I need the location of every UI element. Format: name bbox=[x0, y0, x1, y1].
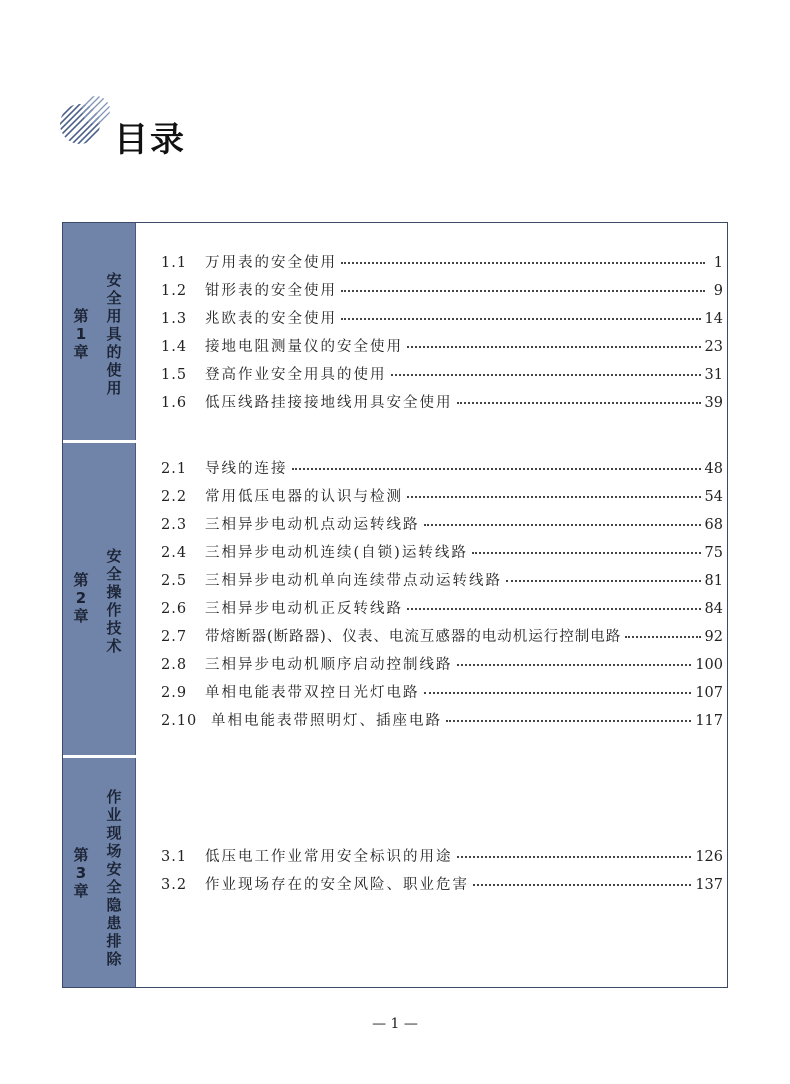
entry-number: 1.1 bbox=[161, 255, 188, 271]
entry-number: 2.5 bbox=[161, 573, 188, 589]
leader-dots bbox=[424, 524, 701, 526]
entry-title: 三相异步电动机点动运转线路 bbox=[205, 517, 420, 533]
entry-number: 2.3 bbox=[161, 517, 188, 533]
entry-page: 137 bbox=[695, 877, 723, 893]
entry-number: 1.2 bbox=[161, 283, 188, 299]
entry-page: 54 bbox=[704, 489, 723, 505]
toc-entry[interactable] bbox=[161, 514, 723, 536]
toc-entry[interactable] bbox=[161, 392, 723, 414]
entry-number: 2.2 bbox=[161, 489, 188, 505]
chapter-1-number: 第1章 bbox=[73, 307, 89, 361]
toc-entry[interactable] bbox=[161, 874, 723, 896]
chapter-1-title: 安全用具的使用 bbox=[106, 271, 122, 397]
entry-number: 1.4 bbox=[161, 339, 188, 355]
toc-entry[interactable] bbox=[161, 364, 723, 386]
entry-title: 单相电能表带照明灯、插座电路 bbox=[211, 713, 442, 729]
leader-dots bbox=[506, 580, 701, 582]
leader-dots bbox=[472, 552, 701, 554]
leader-dots bbox=[391, 374, 701, 376]
toc-frame bbox=[62, 222, 728, 988]
striped-circle-logo-icon bbox=[58, 92, 114, 148]
toc-entry[interactable] bbox=[161, 682, 723, 704]
entry-page: 81 bbox=[704, 573, 723, 589]
entry-number: 2.8 bbox=[161, 657, 188, 673]
toc-entry[interactable] bbox=[161, 252, 723, 274]
entry-page: 92 bbox=[704, 629, 723, 645]
leader-dots bbox=[407, 608, 701, 610]
entry-number: 1.6 bbox=[161, 395, 188, 411]
page-number: — 1 — bbox=[372, 1016, 418, 1032]
entry-page: 9 bbox=[713, 283, 723, 299]
toc-entry[interactable] bbox=[161, 486, 723, 508]
leader-dots bbox=[446, 720, 691, 722]
leader-dots bbox=[625, 636, 700, 638]
entry-title: 兆欧表的安全使用 bbox=[205, 311, 337, 327]
entry-page: 31 bbox=[704, 367, 723, 383]
chapter-3-number: 第3章 bbox=[73, 846, 89, 900]
leader-dots bbox=[424, 692, 692, 694]
entry-title: 导线的连接 bbox=[205, 461, 288, 477]
chapter-1-band bbox=[63, 223, 136, 441]
toc-entry[interactable] bbox=[161, 710, 723, 732]
leader-dots bbox=[341, 262, 705, 264]
leader-dots bbox=[407, 346, 701, 348]
entry-number: 2.1 bbox=[161, 461, 188, 477]
entry-page: 68 bbox=[704, 517, 723, 533]
entry-title: 带熔断器(断路器)、仪表、电流互感器的电动机运行控制电路 bbox=[205, 629, 622, 645]
page-title: 目录 bbox=[114, 120, 186, 160]
chapter-2-number: 第2章 bbox=[73, 571, 89, 625]
toc-entry[interactable] bbox=[161, 626, 723, 648]
chapter-3-band bbox=[63, 758, 136, 987]
entry-number: 1.5 bbox=[161, 367, 188, 383]
entry-page: 23 bbox=[704, 339, 723, 355]
chapter-3-title: 作业现场安全隐患排除 bbox=[106, 788, 122, 968]
toc-entry[interactable] bbox=[161, 570, 723, 592]
entry-number: 2.4 bbox=[161, 545, 188, 561]
entry-title: 三相异步电动机单向连续带点动运转线路 bbox=[205, 573, 502, 589]
toc-entry[interactable] bbox=[161, 336, 723, 358]
entry-title: 三相异步电动机顺序启动控制线路 bbox=[205, 657, 453, 673]
entry-page: 39 bbox=[704, 395, 723, 411]
entry-page: 75 bbox=[704, 545, 723, 561]
entry-page: 14 bbox=[704, 311, 723, 327]
toc-entry[interactable] bbox=[161, 846, 723, 868]
chapter-1-section bbox=[63, 223, 727, 441]
entry-page: 126 bbox=[695, 849, 723, 865]
entry-page: 107 bbox=[695, 685, 723, 701]
entry-title: 三相异步电动机连续(自锁)运转线路 bbox=[205, 545, 468, 561]
toc-entry[interactable] bbox=[161, 598, 723, 620]
toc-entry[interactable] bbox=[161, 458, 723, 480]
entry-title: 低压线路挂接接地线用具安全使用 bbox=[205, 395, 453, 411]
toc-entry[interactable] bbox=[161, 542, 723, 564]
entry-page: 1 bbox=[713, 255, 723, 271]
entry-title: 作业现场存在的安全风险、职业危害 bbox=[205, 877, 469, 893]
entry-number: 2.6 bbox=[161, 601, 188, 617]
chapter-3-section bbox=[63, 758, 727, 987]
leader-dots bbox=[473, 884, 691, 886]
toc-entry[interactable] bbox=[161, 280, 723, 302]
entry-page: 117 bbox=[695, 713, 723, 729]
entry-number: 2.10 bbox=[161, 713, 198, 729]
entry-number: 3.2 bbox=[161, 877, 188, 893]
toc-entry[interactable] bbox=[161, 654, 723, 676]
entry-page: 48 bbox=[704, 461, 723, 477]
entry-number: 1.3 bbox=[161, 311, 188, 327]
leader-dots bbox=[292, 468, 701, 470]
entry-title: 三相异步电动机正反转线路 bbox=[205, 601, 403, 617]
chapter-2-section bbox=[63, 443, 727, 755]
entry-title: 钳形表的安全使用 bbox=[205, 283, 337, 299]
entry-title: 常用低压电器的认识与检测 bbox=[205, 489, 403, 505]
entry-number: 2.7 bbox=[161, 629, 188, 645]
chapter-2-band bbox=[63, 443, 136, 755]
entry-title: 单相电能表带双控日光灯电路 bbox=[205, 685, 420, 701]
chapter-2-title: 安全操作技术 bbox=[106, 547, 122, 655]
entry-title: 低压电工作业常用安全标识的用途 bbox=[205, 849, 453, 865]
entry-number: 2.9 bbox=[161, 685, 188, 701]
entry-number: 3.1 bbox=[161, 849, 188, 865]
toc-entry[interactable] bbox=[161, 308, 723, 330]
entry-page: 100 bbox=[695, 657, 723, 673]
leader-dots bbox=[457, 664, 692, 666]
leader-dots bbox=[457, 856, 692, 858]
entry-title: 登高作业安全用具的使用 bbox=[205, 367, 387, 383]
entry-title: 接地电阻测量仪的安全使用 bbox=[205, 339, 403, 355]
entry-page: 84 bbox=[704, 601, 723, 617]
entry-title: 万用表的安全使用 bbox=[205, 255, 337, 271]
leader-dots bbox=[457, 402, 701, 404]
leader-dots bbox=[341, 318, 701, 320]
leader-dots bbox=[407, 496, 701, 498]
leader-dots bbox=[341, 290, 705, 292]
